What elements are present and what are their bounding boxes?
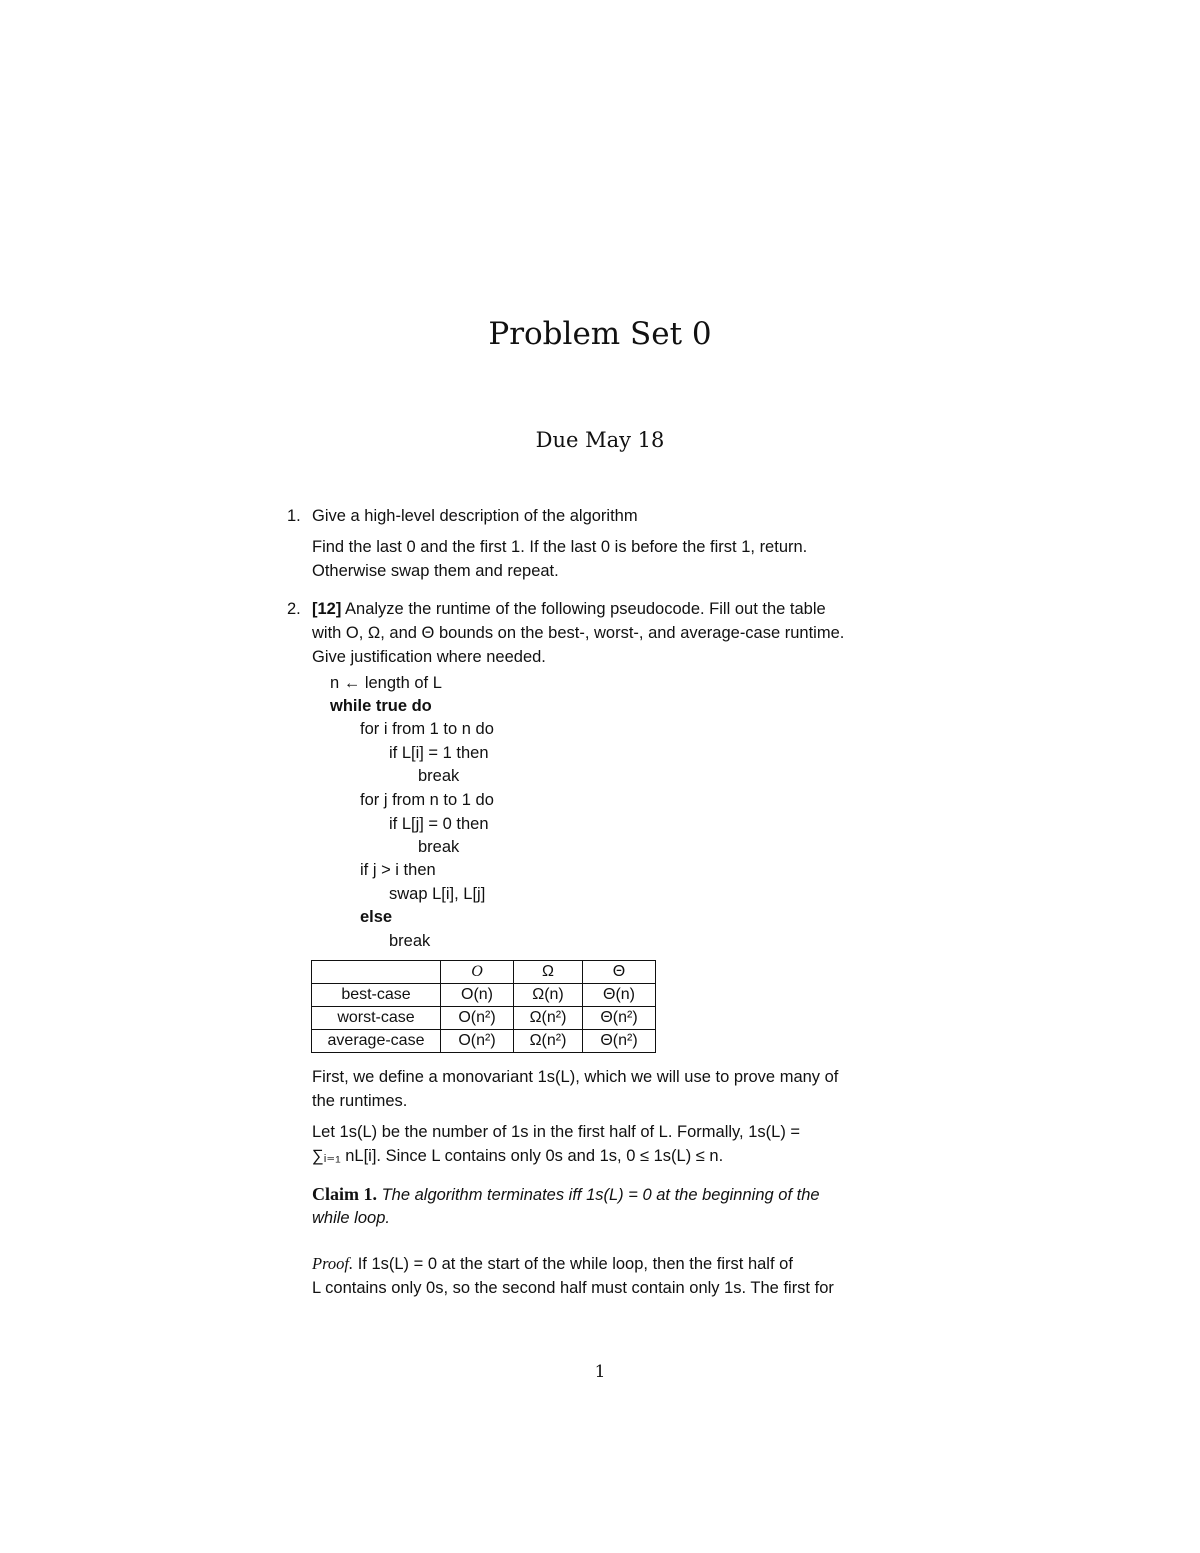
table-row — [312, 1030, 656, 1053]
table-cell: Θ(n²) — [583, 1007, 656, 1030]
table-header-cell: O — [441, 961, 514, 984]
problem-2-number: 2. — [287, 600, 301, 618]
problem-2-prompt-line1 — [312, 597, 942, 621]
table-header-cell — [312, 961, 441, 984]
claim-label: Claim 1. — [312, 1184, 377, 1204]
table-cell: O(n) — [441, 984, 514, 1007]
table-cell: Θ(n²) — [583, 1030, 656, 1053]
claim-text: The algorithm terminates iff 1s(L) = 0 at the beginning of the — [381, 1186, 820, 1204]
problem-1-number: 1. — [287, 507, 301, 525]
table-row — [312, 984, 656, 1007]
proof-line2: L contains only 0s, so the second half must contain only 1s. The first for — [312, 1279, 834, 1297]
proof-text: If 1s(L) = 0 at the start of the while loop, then the first half of — [357, 1255, 793, 1273]
problem-2-prompt-line3: Give justification where needed. — [312, 648, 546, 666]
proof-line1 — [312, 1252, 942, 1276]
code-line-5: break — [418, 767, 460, 785]
code-line-7: if L[j] = 0 then — [389, 815, 489, 833]
table-cell: Θ(n) — [583, 984, 656, 1007]
para1-line1: First, we define a monovariant 1s(L), which we will use to prove many of — [312, 1068, 839, 1086]
table-header-row — [312, 961, 656, 984]
problem-2-points: [12] — [312, 600, 342, 618]
table-cell: O(n²) — [441, 1030, 514, 1053]
para1-line2: the runtimes. — [312, 1092, 408, 1110]
table-header-cell: Θ — [583, 961, 656, 984]
problem-1-prompt: Give a high-level description of the algorithm — [312, 507, 638, 525]
para2-line2: ∑ᵢ₌₁ nL[i]. Since L contains only 0s and 1s, 0 ≤ 1s(L) ≤ n. — [312, 1147, 724, 1165]
table-cell: best-case — [312, 984, 441, 1007]
code-line-4: if L[i] = 1 then — [389, 744, 489, 762]
code-line-3: for i from 1 to n do — [360, 720, 494, 738]
table-cell: Ω(n²) — [514, 1030, 583, 1053]
code-line-11: else — [360, 908, 393, 926]
page-title: Problem Set 0 — [488, 316, 712, 352]
table-row — [312, 1007, 656, 1030]
code-line-9: if j > i then — [360, 861, 436, 879]
code-line-8: break — [418, 838, 460, 856]
claim-1-line2: while loop. — [312, 1209, 390, 1227]
problem-2-prompt-line2: with O, Ω, and Θ bounds on the best-, worst-, and average-case runtime. — [312, 624, 845, 642]
proof-label: Proof. — [312, 1254, 354, 1273]
code-line-6: for j from n to 1 do — [360, 791, 494, 809]
table-cell: Ω(n) — [514, 984, 583, 1007]
bounds-table — [311, 960, 656, 1053]
problem-1-answer-line1: Find the last 0 and the first 1. If the last 0 is before the first 1, return. — [312, 538, 808, 556]
claim-1 — [312, 1182, 942, 1207]
due-date: Due May 18 — [535, 428, 665, 452]
code-line-1: n ← length of L — [330, 674, 442, 692]
code-line-12: break — [389, 932, 431, 950]
table-cell: worst-case — [312, 1007, 441, 1030]
table-header-cell: Ω — [514, 961, 583, 984]
para2-line1: Let 1s(L) be the number of 1s in the first half of L. Formally, 1s(L) = — [312, 1123, 801, 1141]
table-cell: Ω(n²) — [514, 1007, 583, 1030]
table-cell: average-case — [312, 1030, 441, 1053]
code-line-2: while true do — [330, 697, 432, 715]
problem-2-prompt-text: Analyze the runtime of the following pseudocode. Fill out the table — [345, 600, 826, 618]
problem-1-answer-line2: Otherwise swap them and repeat. — [312, 562, 559, 580]
code-line-10: swap L[i], L[j] — [389, 885, 486, 903]
table-cell: O(n²) — [441, 1007, 514, 1030]
page-number: 1 — [594, 1362, 606, 1382]
